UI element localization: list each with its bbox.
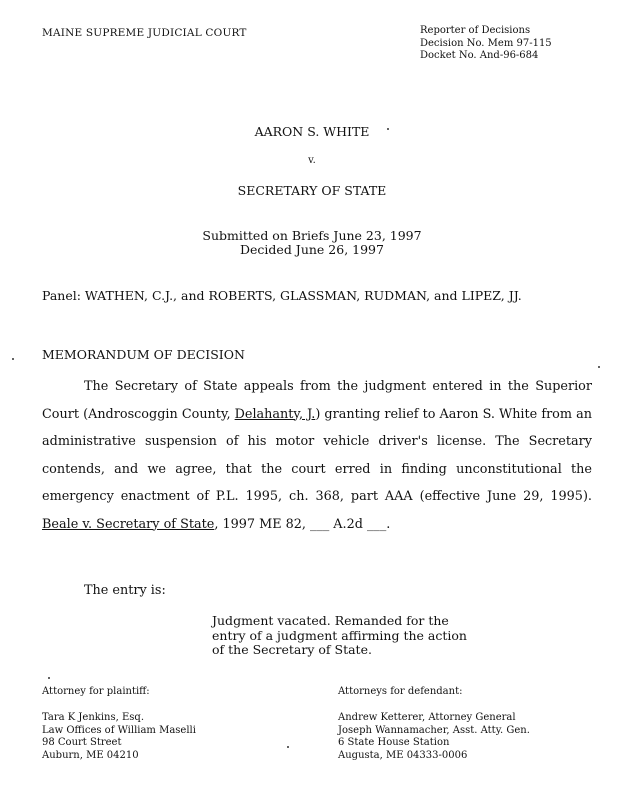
attorney-line: Augusta, ME 04333-0006 xyxy=(338,749,468,761)
docket-number: Docket No. And-96-684 xyxy=(420,50,539,61)
versus-label: v. xyxy=(308,155,316,166)
attorney-line: 6 State House Station xyxy=(338,737,450,748)
scan-speck xyxy=(598,366,600,368)
decision-paragraph xyxy=(42,373,592,538)
decision-number: Decision No. Mem 97-115 xyxy=(420,37,552,49)
appellant-name: SECRETARY OF STATE xyxy=(237,183,387,198)
reporter-line: Reporter of Decisions xyxy=(420,25,531,36)
attorney-line: Law Offices of William Maselli xyxy=(42,724,196,736)
memorandum-heading: MEMORANDUM OF DECISION xyxy=(42,347,245,362)
submitted-date: Submitted on Briefs June 23, 1997 xyxy=(202,228,422,243)
decided-date: Decided June 26, 1997 xyxy=(240,242,384,257)
judgment-line: Judgment vacated. Remanded for the xyxy=(212,613,449,628)
plaintiff-attorney-label: Attorney for plaintiff: xyxy=(42,686,150,697)
defendant-attorney-block xyxy=(338,712,530,762)
attorney-line: Tara K Jenkins, Esq. xyxy=(42,712,144,723)
body-text-2: ) granting relief to Aaron S. White from an administrative suspension of his motor vehicle driver's license. The Secretary contends, and we agree, that the court erred in finding unconstitutional the emergency enactment of P.L. 1995, ch. 368, part AAA (effective June 29, 1995). xyxy=(42,406,592,504)
plaintiff-attorney-block xyxy=(42,712,196,762)
scan-speck xyxy=(287,746,289,748)
attorney-line: Auburn, ME 04210 xyxy=(42,749,139,761)
decision-body xyxy=(42,373,592,538)
judgment-line: entry of a judgment affirming the action xyxy=(212,627,467,643)
judge-name: Delahanty, J. xyxy=(234,406,316,422)
attorney-line: 98 Court Street xyxy=(42,737,122,748)
reporter-block xyxy=(420,25,552,63)
scan-speck xyxy=(12,358,14,360)
entry-label: The entry is: xyxy=(84,583,166,598)
scan-speck xyxy=(387,128,389,130)
body-text-3: , 1997 ME 82, ___ A.2d ___. xyxy=(214,516,391,532)
appellee-name: AARON S. WHITE xyxy=(254,124,370,139)
body-text-1: The Secretary of State appeals from the judgment entered in the Superior Court (Androscoggin County, xyxy=(42,379,592,422)
panel-justices: Panel: WATHEN, C.J., and ROBERTS, GLASSMAN, RUDMAN, and LIPEZ, JJ. xyxy=(42,288,522,303)
decision-dates xyxy=(0,229,624,257)
judgment-line: of the Secretary of State. xyxy=(212,642,372,657)
court-name: MAINE SUPREME JUDICIAL COURT xyxy=(42,27,247,39)
case-citation: Beale v. Secretary of State xyxy=(42,516,215,532)
attorney-line: Andrew Ketterer, Attorney General xyxy=(338,712,516,723)
defendant-attorney-label: Attorneys for defendant: xyxy=(338,686,463,697)
attorney-line: Joseph Wannamacher, Asst. Atty. Gen. xyxy=(338,724,530,736)
scan-speck xyxy=(48,677,50,679)
judgment-block xyxy=(212,614,467,658)
